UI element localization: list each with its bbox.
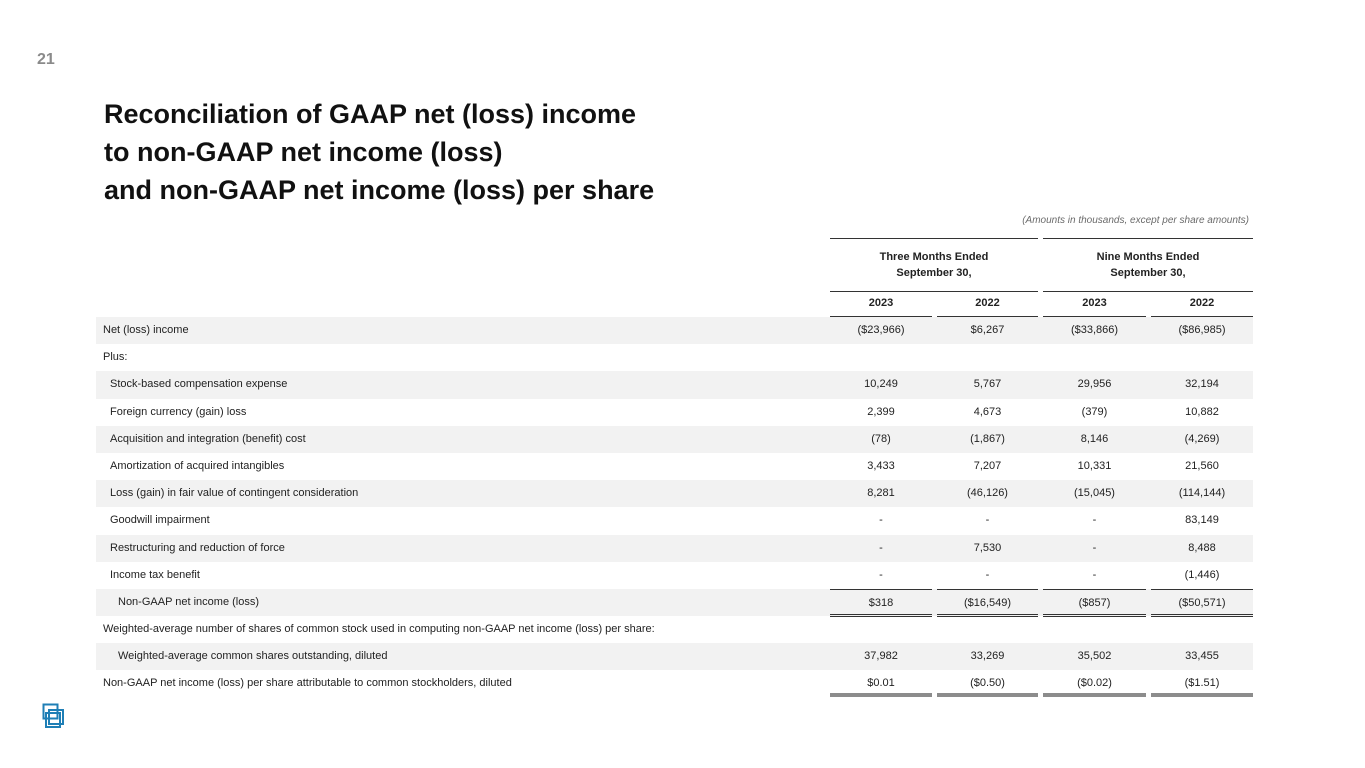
row-label: Acquisition and integration (benefit) cost — [110, 432, 306, 445]
table-cell — [1151, 344, 1253, 371]
table-cell: ($50,571) — [1151, 589, 1253, 617]
table-cell — [1043, 616, 1146, 643]
table-cell: ($0.50) — [937, 670, 1038, 697]
table-cell: ($16,549) — [937, 589, 1038, 617]
table-cell: $6,267 — [970, 324, 1005, 336]
table-row — [96, 344, 1253, 371]
table-cell — [937, 616, 1038, 643]
table-row — [96, 589, 1253, 616]
table-row — [96, 453, 1253, 480]
reconciliation-table — [96, 317, 1253, 698]
table-cell: 8,488 — [1188, 541, 1216, 554]
table-cell: - — [985, 514, 990, 527]
header-three-months-line1: Three Months Ended — [879, 251, 989, 263]
table-row — [96, 480, 1253, 507]
row-label: Stock-based compensation expense — [110, 378, 288, 391]
table-row — [96, 507, 1253, 534]
table-cell: - — [1092, 541, 1097, 554]
table-cell: 83,149 — [1185, 514, 1219, 527]
table-cell: (379) — [1081, 405, 1108, 418]
row-label: Weighted-average common shares outstanding, diluted — [118, 650, 388, 663]
table-row — [96, 535, 1253, 562]
table-cell: 4,673 — [973, 405, 1002, 418]
table-cell: 2,399 — [867, 405, 895, 418]
row-label: Loss (gain) in fair value of contingent consideration — [110, 487, 359, 500]
table-cell: (4,269) — [1184, 432, 1220, 445]
year-header: 2022 — [937, 290, 1038, 317]
table-cell: - — [879, 541, 883, 554]
table-cell: ($33,866) — [1070, 324, 1119, 336]
header-nine-months — [1043, 238, 1253, 292]
table-cell: $318 — [830, 589, 932, 617]
table-cell: 10,331 — [1077, 459, 1112, 472]
table-cell: (78) — [871, 432, 891, 445]
table-cell: - — [879, 514, 883, 527]
table-cell: 33,269 — [970, 650, 1005, 663]
title-line-2: to non-GAAP net income (loss) — [104, 137, 503, 167]
table-cell: 37,982 — [864, 650, 898, 663]
table-cell: - — [985, 568, 990, 581]
table-cell: 7,530 — [973, 541, 1002, 554]
year-header: 2023 — [1043, 290, 1146, 317]
title-line-1: Reconciliation of GAAP net (loss) income — [104, 99, 637, 129]
row-label: Amortization of acquired intangibles — [110, 459, 285, 472]
table-cell: ($23,966) — [857, 324, 905, 336]
table-cell: - — [879, 568, 883, 581]
company-logo-icon — [42, 703, 68, 729]
table-row — [96, 399, 1253, 426]
table-row — [96, 643, 1253, 670]
table-row — [96, 317, 1253, 344]
row-label: Restructuring and reduction of force — [110, 541, 285, 554]
table-cell — [830, 344, 932, 371]
table-cell: (15,045) — [1074, 487, 1115, 500]
header-three-months-line2: September 30, — [896, 267, 972, 279]
row-label: Plus: — [103, 351, 128, 364]
table-cell: ($1.51) — [1151, 670, 1253, 697]
table-cell: 35,502 — [1077, 650, 1112, 663]
table-cell: 10,249 — [864, 378, 898, 391]
table-row — [96, 562, 1253, 589]
title-line-3: and non-GAAP net income (loss) per share — [104, 175, 655, 205]
table-cell: ($86,985) — [1178, 324, 1226, 336]
table-cell — [1151, 616, 1253, 643]
header-nine-months-line1: Nine Months Ended — [1096, 251, 1200, 263]
table-cell: $0.01 — [830, 670, 932, 697]
table-cell: 3,433 — [867, 459, 895, 472]
table-cell: (114,144) — [1178, 487, 1226, 500]
row-label: Foreign currency (gain) loss — [110, 405, 247, 418]
table-cell: (1,446) — [1184, 568, 1220, 581]
table-row — [96, 426, 1253, 453]
table-cell: (1,867) — [970, 432, 1005, 445]
row-label: Goodwill impairment — [110, 514, 210, 527]
table-row — [96, 616, 1253, 643]
table-cell: 29,956 — [1077, 378, 1112, 391]
table-cell: ($0.02) — [1043, 670, 1146, 697]
header-three-months — [830, 238, 1038, 292]
table-cell: 8,281 — [867, 487, 895, 500]
table-cell: 7,207 — [973, 459, 1002, 472]
page-number: 21 — [37, 51, 55, 68]
table-cell — [1043, 344, 1146, 371]
row-label: Net (loss) income — [103, 324, 189, 336]
page-title — [104, 95, 654, 209]
amounts-note: (Amounts in thousands, except per share amounts) — [1022, 215, 1249, 226]
table-cell: 8,146 — [1080, 432, 1109, 445]
row-label: Non-GAAP net income (loss) — [118, 595, 260, 608]
table-cell — [830, 616, 932, 643]
table-cell: 5,767 — [973, 378, 1002, 391]
table-cell: - — [1092, 514, 1097, 527]
year-header: 2022 — [1151, 290, 1253, 317]
row-label: Income tax benefit — [110, 568, 200, 581]
year-header: 2023 — [830, 290, 932, 317]
header-nine-months-line2: September 30, — [1110, 267, 1186, 279]
row-label: Weighted-average number of shares of common stock used in computing non-GAAP net income (loss) per share: — [103, 623, 655, 636]
table-row — [96, 371, 1253, 398]
table-cell — [937, 344, 1038, 371]
table-cell: (46,126) — [967, 487, 1008, 500]
table-cell: - — [1092, 568, 1097, 581]
table-cell: 21,560 — [1185, 459, 1219, 472]
table-cell: ($857) — [1043, 589, 1146, 617]
table-row — [96, 670, 1253, 697]
table-cell: 32,194 — [1185, 378, 1219, 391]
table-cell: 33,455 — [1185, 650, 1219, 663]
table-cell: 10,882 — [1185, 405, 1219, 418]
row-label: Non-GAAP net income (loss) per share attributable to common stockholders, diluted — [103, 677, 512, 690]
